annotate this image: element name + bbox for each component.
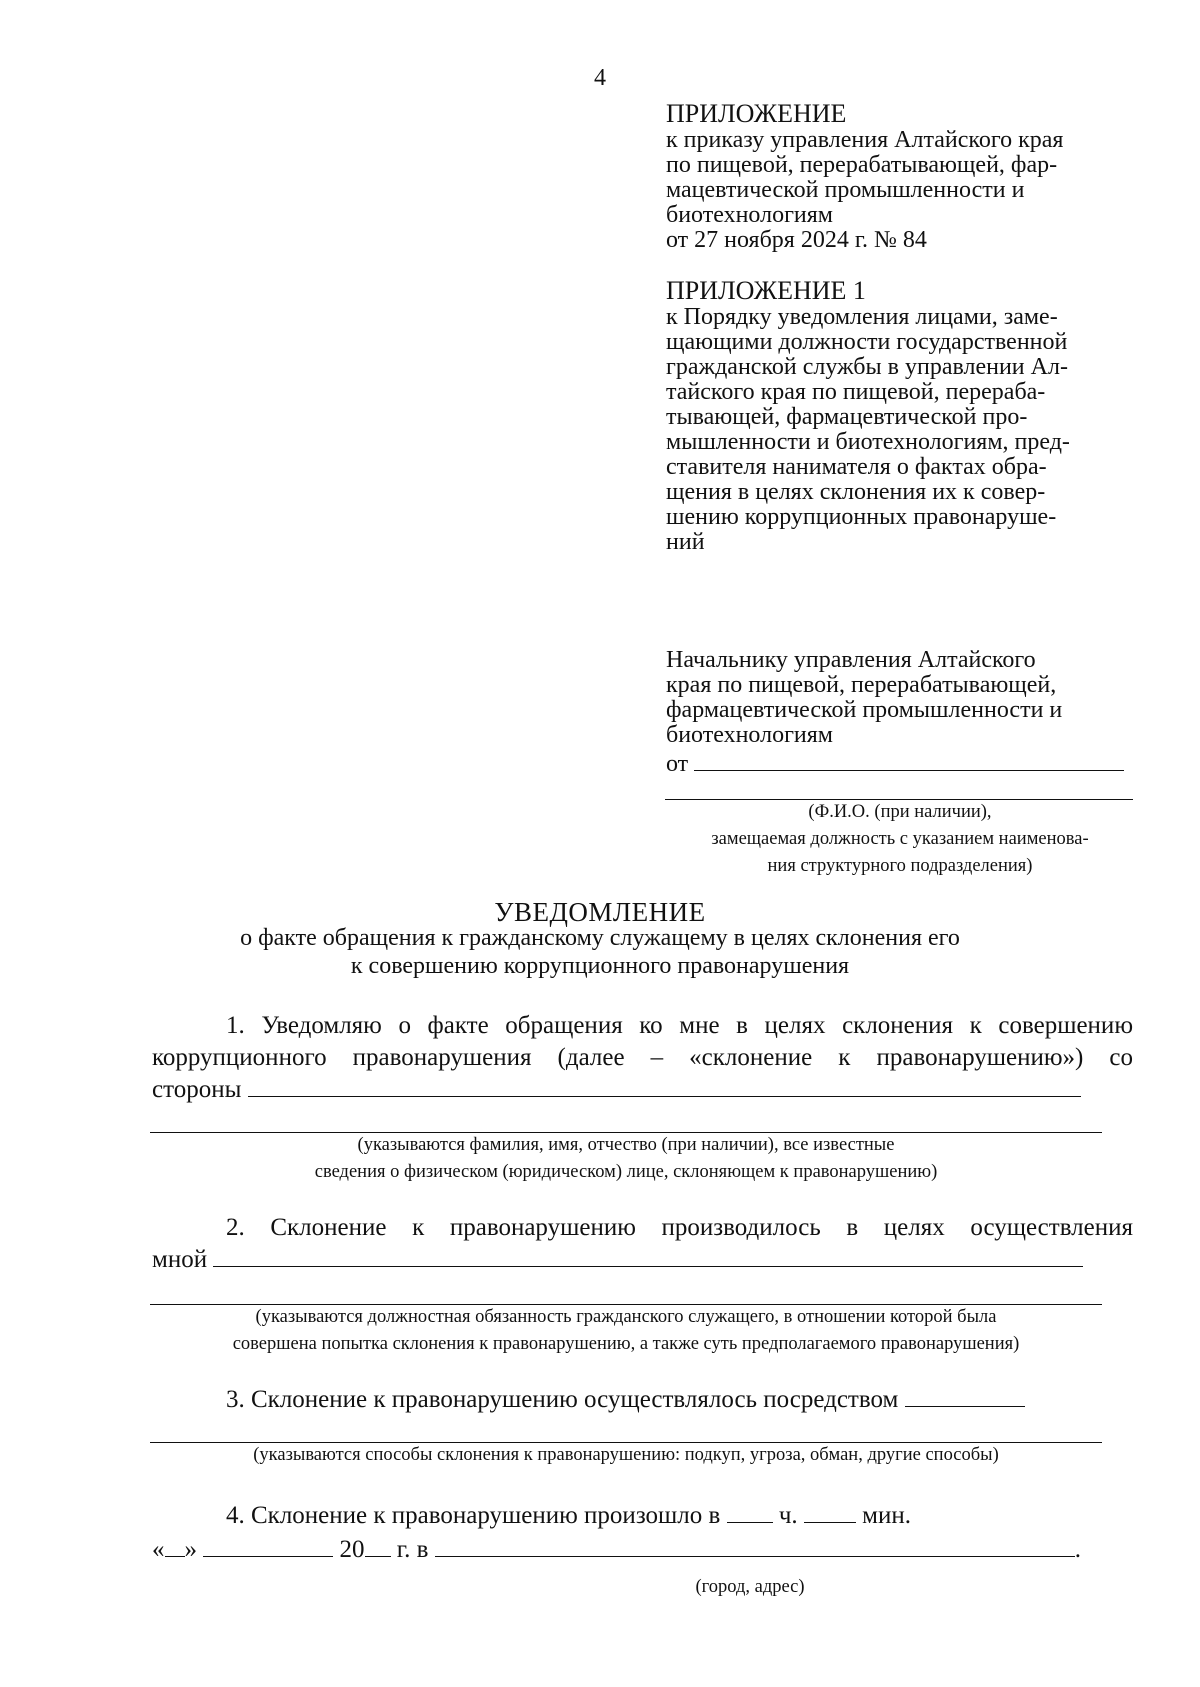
item-2 [152,1212,1133,1276]
from-label: от [666,751,689,777]
subtitle-line: о факте обращения к гражданскому служащему в целях склонения его [240,925,960,951]
appendix-line: к приказу управления Алтайского края [666,127,1064,153]
caption-line: (указываются способы склонения к правонарушению: подкуп, угроза, обман, другие способы) [253,1445,999,1465]
caption-line: совершена попытка склонения к правонарушению, а также суть предполагаемого правонарушения) [232,1334,1020,1354]
item-4-time-row [226,1500,911,1532]
appendix-line: ний [666,529,705,555]
appendix-line: тайского края по пищевой, перераба- [666,379,1046,405]
quote-open: « [152,1536,165,1563]
document-title: УВЕДОМЛЕНИЕ [494,897,706,927]
appendix-line: мацевтической промышленности и [666,177,1025,203]
year-prefix: 20 [339,1536,365,1563]
caption-line: замещаемая должность с указанием наименова- [711,829,1089,849]
month-field[interactable] [203,1534,333,1557]
item-2-line: 2. Склонение к правонарушению производилось в целях осуществления [226,1214,1133,1241]
appendix-order-block [666,100,1132,253]
item-3-caption [140,1442,1112,1469]
order-date-number: от 27 ноября 2024 г. № 84 [666,227,927,253]
appendix-line: тывающей, фармацевтической про- [666,404,1028,430]
caption-line: (указываются фамилия, имя, отчество (при наличии), все известные [357,1135,895,1155]
item-3-method-field[interactable] [905,1384,1025,1407]
addressee-caption [660,799,1140,880]
appendix-line: по пищевой, перерабатывающей, фар- [666,152,1058,178]
appendix-line: биотехнологиям [666,202,833,228]
appendix-1-heading: ПРИЛОЖЕНИЕ 1 [666,276,866,305]
item-2-duty-field[interactable] [213,1244,1083,1267]
hour-field[interactable] [727,1500,773,1523]
appendix-line: щающими должности государственной [666,329,1068,355]
addressee-line: края по пищевой, перерабатывающей, [666,672,1057,698]
item-1 [152,1010,1133,1106]
item-1-person-field[interactable] [248,1074,1081,1097]
item-4-label: 4. Склонение к правонарушению произошло в [226,1502,721,1529]
end-dot: . [1074,1536,1081,1563]
appendix-line: к Порядку уведомления лицами, заме- [666,304,1058,330]
appendix-line: щения в целях склонения их к совер- [666,479,1046,505]
from-name-field[interactable] [694,748,1124,771]
page-number: 4 [594,65,606,91]
addressee-line: биотехнологиям [666,722,833,748]
addressee-line: Начальнику управления Алтайского [666,647,1036,673]
minute-label: мин. [862,1502,911,1529]
item-1-from-row [152,1074,1133,1106]
quote-close: » [184,1536,197,1563]
caption-line: сведения о физическом (юридическом) лице, склоняющем к правонарушению) [314,1162,938,1182]
item-1-from-label: стороны [152,1076,242,1103]
item-1-line: 1. Уведомляю о факте обращения ко мне в целях склонения к совершению [226,1012,1133,1039]
item-3-label: 3. Склонение к правонарушению осуществлялось посредством [226,1386,899,1413]
subtitle-line: к совершению коррупционного правонарушения [350,953,850,979]
document-subtitle [0,924,1200,980]
appendix-line: ставителя нанимателя о фактах обра- [666,454,1047,480]
appendix-line: мышленности и биотехнологиям, пред- [666,429,1070,455]
appendix-procedure-block [666,277,1132,555]
addressee-line: фармацевтической промышленности и [666,697,1063,723]
appendix-line: шению коррупционных правонаруше- [666,504,1057,530]
caption-line: (Ф.И.О. (при наличии), [808,802,992,822]
item-2-label: мной [152,1246,208,1273]
city-address-field[interactable] [435,1534,1075,1557]
item-4-date-row [152,1534,1081,1566]
year-field[interactable] [365,1534,391,1557]
city-address-caption: (город, адрес) [695,1577,805,1597]
caption-line: ния структурного подразделения) [767,856,1033,876]
hour-label: ч. [778,1502,798,1529]
item-1-line: коррупционного правонарушения (далее – «склонение к правонарушению») со [152,1044,1133,1071]
appendix-heading: ПРИЛОЖЕНИЕ [666,99,847,128]
item-2-caption [140,1304,1112,1358]
day-field[interactable] [165,1534,185,1557]
addressee-block [666,648,1136,777]
minute-field[interactable] [804,1500,856,1523]
city-prefix: г. в [396,1536,429,1563]
from-row [666,748,1136,777]
item-1-caption [150,1132,1102,1186]
caption-line: (указываются должностная обязанность гражданского служащего, в отношении которой была [255,1307,997,1327]
appendix-line: гражданской службы в управлении Ал- [666,354,1068,380]
item-3-row [226,1384,1025,1416]
item-2-row [152,1244,1133,1276]
